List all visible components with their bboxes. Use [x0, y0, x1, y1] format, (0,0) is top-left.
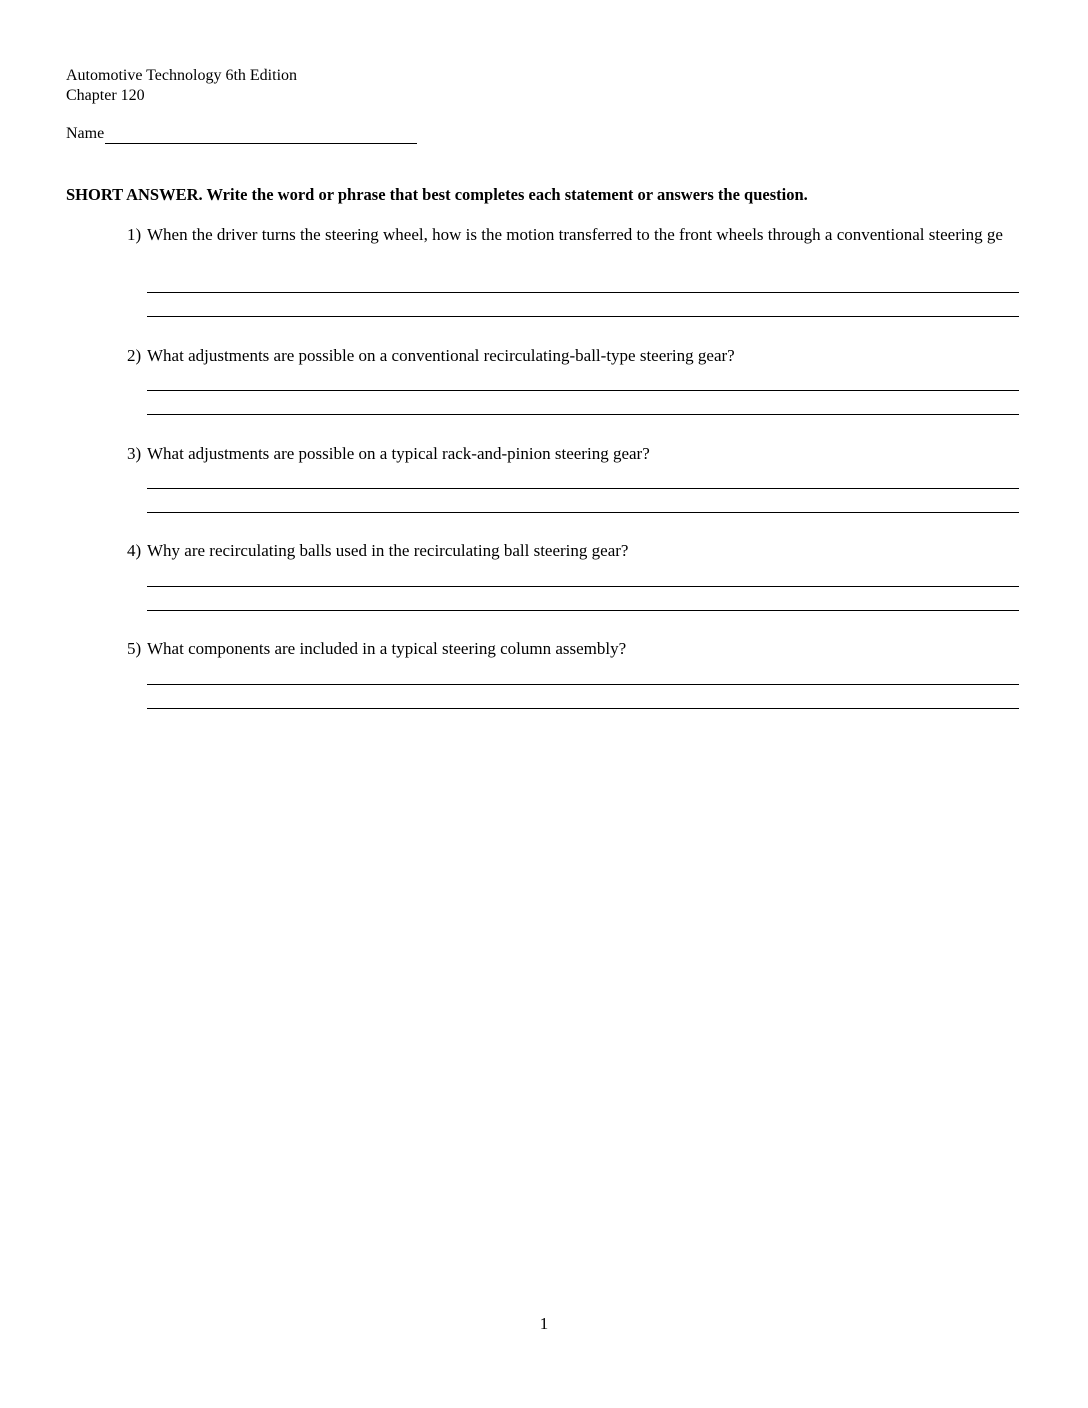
question-number: 5) — [127, 639, 142, 658]
question-number: 1) — [127, 225, 142, 244]
answer-line[interactable] — [147, 488, 1019, 489]
answer-line[interactable] — [147, 316, 1019, 317]
question-5 — [127, 637, 1019, 660]
question-2 — [127, 344, 1019, 367]
answer-line[interactable] — [147, 390, 1019, 391]
chapter-label: Chapter 120 — [66, 87, 145, 104]
document-header — [66, 66, 297, 106]
answer-line[interactable] — [147, 684, 1019, 685]
question-3 — [127, 442, 1019, 465]
question-text: What adjustments are possible on a typical rack-and-pinion steering gear? — [147, 444, 650, 463]
question-text: What components are included in a typical steering column assembly? — [147, 639, 627, 658]
instructions: SHORT ANSWER. Write the word or phrase that best completes each statement or answers the question. — [66, 185, 808, 204]
name-field-row — [66, 124, 417, 144]
book-title: Automotive Technology 6th Edition — [66, 67, 298, 84]
answer-line[interactable] — [147, 512, 1019, 513]
name-blank-line[interactable] — [105, 125, 417, 144]
page-number: 1 — [539, 1314, 549, 1333]
question-text: When the driver turns the steering wheel, how is the motion transferred to the front wheels through a conventional steering ge — [147, 225, 1003, 244]
question-number: 2) — [127, 346, 142, 365]
answer-line[interactable] — [147, 414, 1019, 415]
question-1 — [127, 223, 1019, 246]
question-text: What adjustments are possible on a conventional recirculating-ball-type steering gear? — [147, 346, 735, 365]
question-number: 4) — [127, 541, 142, 560]
question-text: Why are recirculating balls used in the recirculating ball steering gear? — [147, 541, 629, 560]
question-number: 3) — [127, 444, 142, 463]
answer-line[interactable] — [147, 292, 1019, 293]
answer-line[interactable] — [147, 708, 1019, 709]
question-4 — [127, 539, 1019, 562]
answer-line[interactable] — [147, 610, 1019, 611]
answer-line[interactable] — [147, 586, 1019, 587]
name-label: Name — [66, 125, 105, 142]
